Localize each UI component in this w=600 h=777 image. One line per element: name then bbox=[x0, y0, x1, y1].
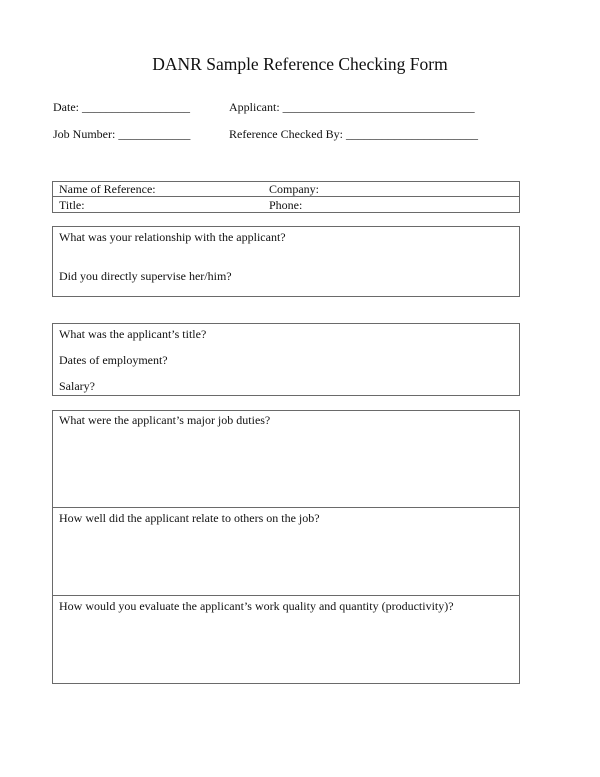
employment-section[interactable] bbox=[52, 323, 520, 396]
phone-label: Phone: bbox=[269, 198, 303, 212]
name-of-reference-label: Name of Reference: bbox=[59, 182, 156, 196]
performance-section[interactable] bbox=[52, 410, 520, 684]
applicant-field[interactable]: Applicant: ________________________________ bbox=[229, 100, 475, 114]
reference-checked-by-field[interactable]: Reference Checked By: ______________________ bbox=[229, 127, 478, 141]
dates-of-employment-question: Dates of employment? bbox=[59, 353, 168, 367]
work-quality-question: How would you evaluate the applicant’s work quality and quantity (productivity)? bbox=[59, 599, 454, 613]
relationship-section[interactable] bbox=[52, 226, 520, 297]
relationship-question: What was your relationship with the applicant? bbox=[59, 230, 286, 244]
form-title: DANR Sample Reference Checking Form bbox=[152, 54, 448, 74]
section-divider bbox=[53, 595, 519, 596]
job-duties-question: What were the applicant’s major job duties? bbox=[59, 413, 271, 427]
table-row-divider bbox=[53, 196, 519, 197]
supervise-question: Did you directly supervise her/him? bbox=[59, 269, 232, 283]
date-field[interactable]: Date: __________________ bbox=[53, 100, 190, 114]
applicant-title-question: What was the applicant’s title? bbox=[59, 327, 207, 341]
title-label: Title: bbox=[59, 198, 85, 212]
salary-question: Salary? bbox=[59, 379, 95, 393]
job-number-field[interactable]: Job Number: ____________ bbox=[53, 127, 191, 141]
reference-info-table bbox=[52, 181, 520, 213]
relate-to-others-question: How well did the applicant relate to others on the job? bbox=[59, 511, 320, 525]
company-label: Company: bbox=[269, 182, 319, 196]
section-divider bbox=[53, 507, 519, 508]
